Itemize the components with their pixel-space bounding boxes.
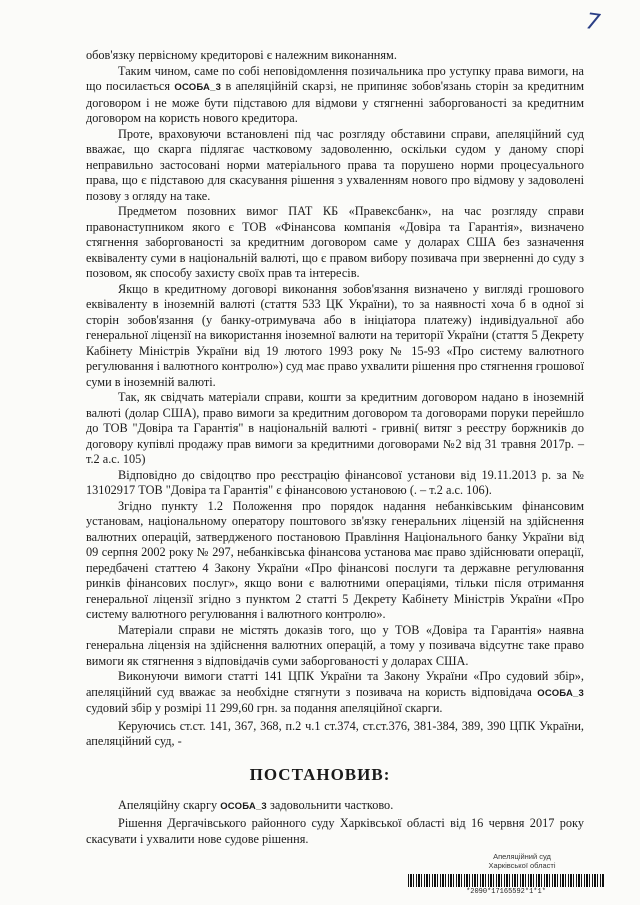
resolution-line-1 xyxy=(86,797,584,815)
resolution-line-2: Рішення Дергачівського районного суду Харківської області від 16 червня 2017 року скасувати і ухвалити нове судове рішення. xyxy=(86,816,584,846)
paragraph-7: Відповідно до свідоцтво про реєстрацію фінансової установи від 19.11.2013 р. за № 13102917 ТОВ "Довіра та Гарантія" є фінансовою установою (. – т.2 а.с. 106). xyxy=(86,467,584,497)
resolution-heading: ПОСТАНОВИВ: xyxy=(249,765,391,784)
paragraph-4: Предметом позовних вимог ПАТ КБ «Правексбанк», на час розгляду справи правонаступником якого є ТОВ «Фінансова компанія «Довіра та Гарантія», визначено стягнення заборгованості за кредитним договором саме у доларах США без зазначення еквіваленту суми в національній валюті, що є правом вибору позивача при зверненні до суду з позовом, як способу захисту своїх прав та інтересів. xyxy=(86,204,584,280)
paragraph-11: Керуючись ст.ст. 141, 367, 368, п.2 ч.1 ст.374, ст.ст.376, 381-384, 389, 390 ЦПК України, апеляційний суд, - xyxy=(86,718,584,748)
handwritten-page-number: 7 xyxy=(584,9,602,36)
paragraph-2 xyxy=(86,64,584,127)
paragraph-2-text-a: Таким чином, саме по собі неповідомлення позичальника про уступку права вимоги, на що посилається xyxy=(86,63,584,93)
paragraph-8: Згідно пункту 1.2 Положення про порядок надання небанківським фінансовим установам, національному оператору поштового зв'язку генеральних ліцензій на здійснення валютних операцій, затвердженого постановою Правління Національного банку України від 09 серпня 2002 року № 297, небанківська фінансова установа має право здійснювати операції, передбачені статтею 4 Закону України «Про фінансові послуги та державне регулювання ринків фінансових послуг», якщо вони є валютними операціями, тільки після отримання генеральної ліцензії згідно з пунктом 2 статті 5 Декрету Кабінету Міністрів України «Про систему валютного регулювання і валютного контролю». xyxy=(86,498,584,621)
stamp-line-1: Апеляційний суд xyxy=(493,852,551,861)
redacted-person-tag: ОСОБА_3 xyxy=(537,687,584,699)
paragraph-3: Проте, враховуючи встановлені під час розгляду обставини справи, апеляційний суд вважає, що скарга підлягає частковому задоволенню, оскільки судом у даному спорі неправильно застосовані норми матеріального права та порушено норми процесуального права, що є підставою для скасування рішення з ухваленням нового про відмову у задоволені позову з огляду на таке. xyxy=(86,126,584,203)
redacted-person-tag: ОСОБА_3 xyxy=(220,801,267,812)
resolution-text-a: Апеляційну скаргу xyxy=(118,798,218,812)
paragraph-9: Матеріали справи не містять доказів того, що у ТОВ «Довіра та Гарантія» наявна генеральна ліцензія на здійснення валютних операцій, а тому у позивача відсутнє таке право вимоги як стягнення з відповідачів суми заборгованості у доларах США. xyxy=(86,622,584,668)
paragraph-2-text-b: в апеляційній скарзі, не припиняє зобов'язань сторін за кредитним договором і не може бути підставою для відмови у стягненні заборгованості за кредитним договором на користь нового кредитора. xyxy=(86,79,585,125)
barcode-number: *2090*17165592*1*1* xyxy=(466,888,546,896)
paragraph-5: Якщо в кредитному договорі виконання зобов'язання визначено у вигляді грошового еквіваленту в іноземній валюті (стаття 533 ЦК України), то за наявності хоча б в одної зі сторін зобов'язання (у банку-отримувача або в ініціатора платежу) індивідуальної або генеральної ліцензії на використання іноземної валюти на території України (стаття 5 Декрету Кабінету Міністрів України від 19 лютого 1993 року № 15-93 «Про систему валютного регулювання і валютного контролю») суд має право ухвалити рішення про стягнення грошової суми в іноземній валюті. xyxy=(86,281,584,389)
paragraph-6: Так, як свідчать матеріали справи, кошти за кредитним договором надано в іноземній валюті (долар США), право вимоги за кредитним договором та договорами поруки перейшло до ТОВ "Довіра та Гарантія" в національній валюті - гривні( витяг з реєстру боржників до договору купівлі продажу прав вимоги за кредитними договорами №2 від 31 травня 2017р. – т.2 а.с. 105) xyxy=(86,390,584,466)
court-stamp xyxy=(452,852,592,870)
stamp-line-2: Харківської області xyxy=(488,861,556,870)
paragraph-1: обов'язку первісному кредиторові є належним виконанням. xyxy=(86,48,397,62)
redacted-person-tag: ОСОБА_3 xyxy=(174,82,222,93)
resolution-text-b: задовольнити частково. xyxy=(270,798,394,812)
document-body xyxy=(86,48,584,750)
paragraph-10-text-b: судовий збір у розмірі 11 299,60 грн. за подання апеляційної скарги. xyxy=(86,701,443,715)
barcode xyxy=(408,874,604,887)
resolution-body xyxy=(86,797,584,847)
paragraph-10-text-a: Виконуючи вимоги статті 141 ЦПК України та Закону України «Про судовий збір», апеляційний суд вважає за необхідне стягнути з позивача на користь відповідача xyxy=(86,669,584,699)
paragraph-10 xyxy=(86,669,584,717)
